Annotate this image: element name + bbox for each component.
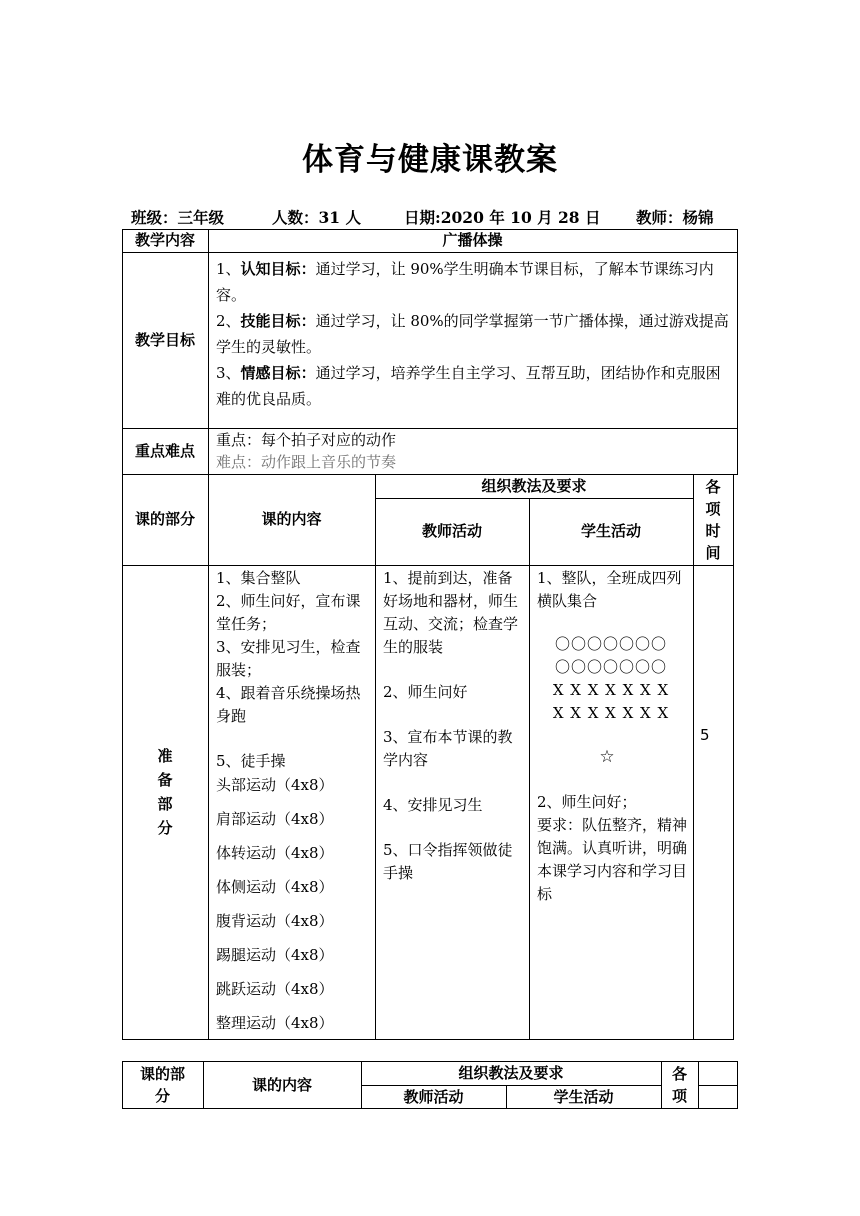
formation-diagram	[529, 633, 693, 725]
student-intro: 1、整队，全班成四列横队集合	[537, 569, 682, 610]
section-name-char: 准	[157, 747, 173, 765]
teacher-item: 2、师生问好	[383, 683, 468, 701]
difficulty: 难点：动作跟上音乐的节奏	[216, 453, 397, 471]
section-name-char: 部	[157, 795, 173, 813]
table-border	[698, 1085, 738, 1086]
table-border	[122, 252, 738, 253]
table-border	[737, 229, 738, 475]
exercise-item: 肩部运动（4x8）	[216, 810, 334, 828]
table-border	[375, 498, 693, 499]
student-activity-header: 学生活动	[580, 522, 641, 540]
content-header-2: 课的内容	[251, 1076, 312, 1094]
table-border	[733, 474, 734, 1040]
student-greet: 2、师生问好；	[537, 793, 637, 811]
section-name	[122, 744, 208, 840]
section-name-char: 分	[157, 819, 173, 837]
goal-prefix: 3、	[216, 364, 241, 382]
part-header: 课的部分	[134, 510, 195, 528]
exercise-item: 整理运动（4x8）	[216, 1014, 334, 1032]
content-items	[216, 567, 370, 773]
goal-text: 通过学习，让 80%的同学掌握第一节广播体操，通过游戏提高学生的灵敏性。	[216, 312, 729, 356]
goal-item	[216, 360, 730, 412]
goal-text: 通过学习，让 90%学生明确本节课目标，了解本节课练习内容。	[216, 260, 714, 304]
formation-row: X X X X X X X	[552, 681, 670, 699]
student-requirement: 要求：队伍整齐，精神饱满。认真听讲，明确本课学习内容和学习目标	[537, 816, 688, 903]
teacher-info: 教师：杨锦	[636, 208, 714, 227]
content-header: 课的内容	[261, 510, 322, 528]
table-border	[375, 474, 376, 1040]
time-header-char: 时	[705, 522, 721, 540]
section-name-char: 备	[157, 771, 173, 789]
exercise-item: 踢腿运动（4x8）	[216, 946, 334, 964]
count-info: 人数：31 人	[272, 208, 361, 227]
content-item: 1、集合整队	[216, 569, 301, 587]
goal-label: 教学目标	[134, 331, 195, 349]
teacher-item: 3、宣布本节课的教学内容	[383, 728, 513, 769]
goal-prefix: 1、	[216, 260, 241, 278]
exercise-list	[216, 768, 370, 1040]
time-header-char: 项	[705, 500, 721, 518]
org-header: 组织教法及要求	[481, 477, 587, 495]
org-header-2: 组织教法及要求	[458, 1064, 564, 1082]
table-border	[698, 1061, 699, 1109]
time-header-2	[661, 1063, 698, 1107]
goal-head: 认知目标	[240, 260, 301, 278]
class-info: 班级：三年级	[131, 208, 225, 227]
goal-head: 技能目标	[240, 312, 301, 330]
part-header-line: 分	[154, 1087, 170, 1105]
student-activity-header-2: 学生活动	[553, 1088, 614, 1106]
teacher-item: 5、口令指挥领做徒手操	[383, 841, 513, 882]
content-label: 教学内容	[134, 231, 195, 249]
exercise-item: 头部运动（4x8）	[216, 776, 334, 794]
content-item: 2、师生问好，宣布课堂任务；	[216, 592, 361, 633]
goal-item	[216, 308, 730, 360]
content-value: 广播体操	[442, 231, 503, 249]
part-header-line: 课的部	[139, 1065, 185, 1083]
key-point: 重点：每个拍子对应的动作	[216, 431, 397, 449]
goal-head: 情感目标	[240, 364, 301, 382]
formation-row: 〇〇〇〇〇〇〇	[554, 658, 667, 676]
time-header-char: 间	[705, 544, 721, 562]
teacher-items	[383, 567, 523, 885]
exercise-item: 腹背运动（4x8）	[216, 912, 334, 930]
goal-prefix: 2、	[216, 312, 241, 330]
section-time: 5	[700, 726, 710, 744]
goal-list	[216, 256, 730, 412]
time-header-char: 项	[671, 1087, 687, 1105]
goal-sep: ：	[300, 260, 316, 278]
page-title: 体育与健康课教案	[302, 142, 558, 178]
time-header-char: 各	[705, 478, 721, 496]
formation-row: 〇〇〇〇〇〇〇	[554, 635, 667, 653]
teacher-star-icon: ☆	[599, 747, 615, 767]
time-header-char: 各	[671, 1065, 687, 1083]
table-border	[122, 1039, 734, 1040]
table-border	[122, 565, 734, 566]
time-header	[693, 476, 733, 564]
table-border	[737, 1061, 738, 1109]
exercise-item: 体转运动（4x8）	[216, 844, 334, 862]
content-item: 4、跟着音乐绕操场热身跑	[216, 684, 361, 725]
content-item: 3、安排见习生，检查服装；	[216, 638, 361, 679]
table-border	[208, 229, 209, 1040]
content-item: 5、徒手操	[216, 752, 286, 770]
teacher-activity-header: 教师活动	[421, 522, 482, 540]
exercise-item: 跳跃运动（4x8）	[216, 980, 334, 998]
teacher-item: 1、提前到达，准备好场地和器材，师生互动、交流；检查学生的服装	[383, 569, 519, 656]
goal-item	[216, 256, 730, 308]
part-header-2	[122, 1063, 203, 1107]
date-info: 日期:2020 年 10 月 28 日	[404, 208, 601, 227]
goal-sep: ：	[300, 364, 316, 382]
teacher-activity-header-2: 教师活动	[403, 1088, 464, 1106]
teacher-item: 4、安排见习生	[383, 796, 483, 814]
goal-text: 通过学习，培养学生自主学习、互帮互助，团结协作和克服困难的优良品质。	[216, 364, 721, 408]
goal-sep: ：	[300, 312, 316, 330]
formation-row: X X X X X X X	[552, 704, 670, 722]
key-label: 重点难点	[134, 442, 195, 460]
table-border	[529, 498, 530, 1040]
exercise-item: 体侧运动（4x8）	[216, 878, 334, 896]
